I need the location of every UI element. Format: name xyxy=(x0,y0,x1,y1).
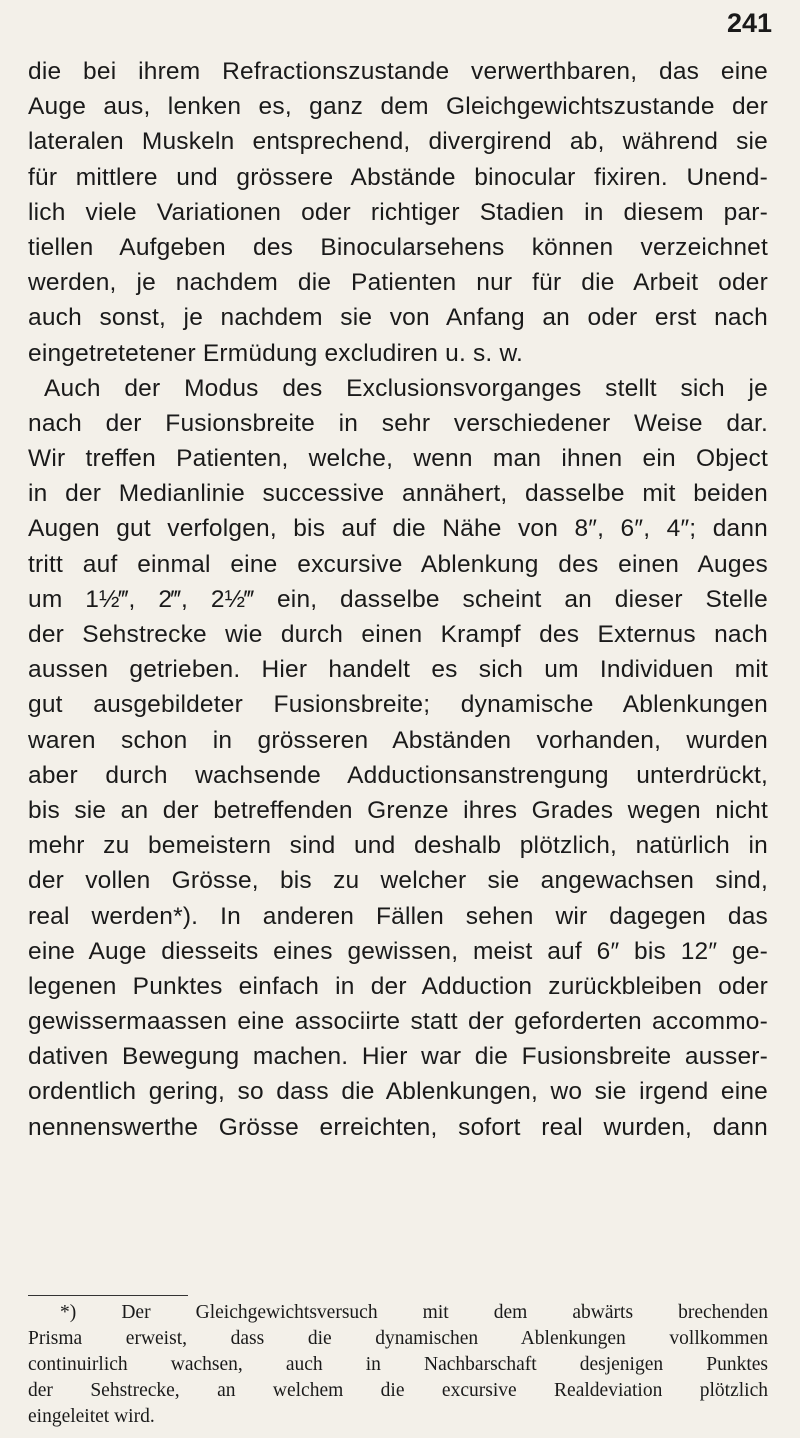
text-line: Wir treffen Patienten, welche, wenn man ihnen ein Object xyxy=(28,445,768,473)
footnote-line: der Sehstrecke, an welchem die excursive Realdeviation plötzlich xyxy=(28,1380,768,1401)
page-number: 241 xyxy=(726,8,772,38)
text-line: legenen Punktes einfach in der Adduction zurückbleiben oder xyxy=(28,972,768,1000)
text-line: Augen gut verfolgen, bis auf die Nähe von 8″, 6″, 4″; dann xyxy=(28,515,768,543)
text-line: tiellen Aufgeben des Binocularsehens können verzeichnet xyxy=(28,233,768,261)
text-line: lich viele Variationen oder richtiger Stadien in diesem par- xyxy=(28,198,768,226)
footnote xyxy=(28,1300,768,1430)
text-line: bis sie an der betreffenden Grenze ihres Grades wegen nicht xyxy=(28,796,768,824)
text-line: aber durch wachsende Adductionsanstrengung unterdrückt, xyxy=(28,761,768,789)
footnote-line: Prisma erweist, dass die dynamischen Ablenkungen vollkommen xyxy=(28,1328,768,1349)
text-line: nach der Fusionsbreite in sehr verschiedener Weise dar. xyxy=(28,409,768,437)
text-line: für mittlere und grössere Abstände binocular fixiren. Unend- xyxy=(28,163,768,191)
text-line: um 1½‴, 2‴, 2½‴ ein, dasselbe scheint an dieser Stelle xyxy=(28,585,768,613)
text-line: auch sonst, je nachdem sie von Anfang an oder erst nach xyxy=(28,304,768,332)
text-line: aussen getrieben. Hier handelt es sich um Individuen mit xyxy=(28,656,768,684)
text-line: real werden*). In anderen Fällen sehen wir dagegen das xyxy=(28,902,768,930)
text-line: ordentlich gering, so dass die Ablenkungen, wo sie irgend eine xyxy=(28,1078,768,1106)
text-line: in der Medianlinie successive annähert, dasselbe mit beiden xyxy=(28,480,768,508)
text-line: die bei ihrem Refractionszustande verwerthbaren, das eine xyxy=(28,58,768,85)
text-line: dativen Bewegung machen. Hier war die Fusionsbreite ausser- xyxy=(28,1043,768,1071)
text-line: tritt auf einmal eine excursive Ablenkung des einen Auges xyxy=(28,550,768,578)
text-line: lateralen Muskeln entsprechend, divergirend ab, während sie xyxy=(28,128,768,156)
footnote-rule xyxy=(28,1295,188,1296)
text-line: nennenswerthe Grösse erreichten, sofort real wurden, dann xyxy=(28,1113,768,1141)
text-line: eingetretetener Ermüdung excludiren u. s. w. xyxy=(28,339,523,367)
text-line: der Sehstrecke wie durch einen Krampf des Externus nach xyxy=(28,621,768,648)
text-line: gut ausgebildeter Fusionsbreite; dynamische Ablenkungen xyxy=(28,691,768,719)
text-line: Auch der Modus des Exclusionsvorganges stellt sich je xyxy=(44,374,768,402)
text-line: werden, je nachdem die Patienten nur für die Arbeit oder xyxy=(28,269,768,297)
text-line: der vollen Grösse, bis zu welcher sie angewachsen sind, xyxy=(28,867,768,895)
footnote-line: *) Der Gleichgewichtsversuch mit dem abwärts brechenden xyxy=(60,1302,768,1323)
footnote-line: eingeleitet wird. xyxy=(28,1406,155,1427)
text-line: gewissermaassen eine associirte statt der geforderten accommo- xyxy=(28,1008,768,1036)
body-text xyxy=(28,54,768,1145)
text-line: mehr zu bemeistern sind und deshalb plötzlich, natürlich in xyxy=(28,832,768,860)
text-line: waren schon in grösseren Abständen vorhanden, wurden xyxy=(28,726,768,754)
footnote-line: continuirlich wachsen, auch in Nachbarschaft desjenigen Punktes xyxy=(28,1354,768,1375)
text-line: Auge aus, lenken es, ganz dem Gleichgewichtszustande der xyxy=(28,93,768,121)
text-line: eine Auge diesseits eines gewissen, meist auf 6″ bis 12″ ge- xyxy=(28,937,768,965)
